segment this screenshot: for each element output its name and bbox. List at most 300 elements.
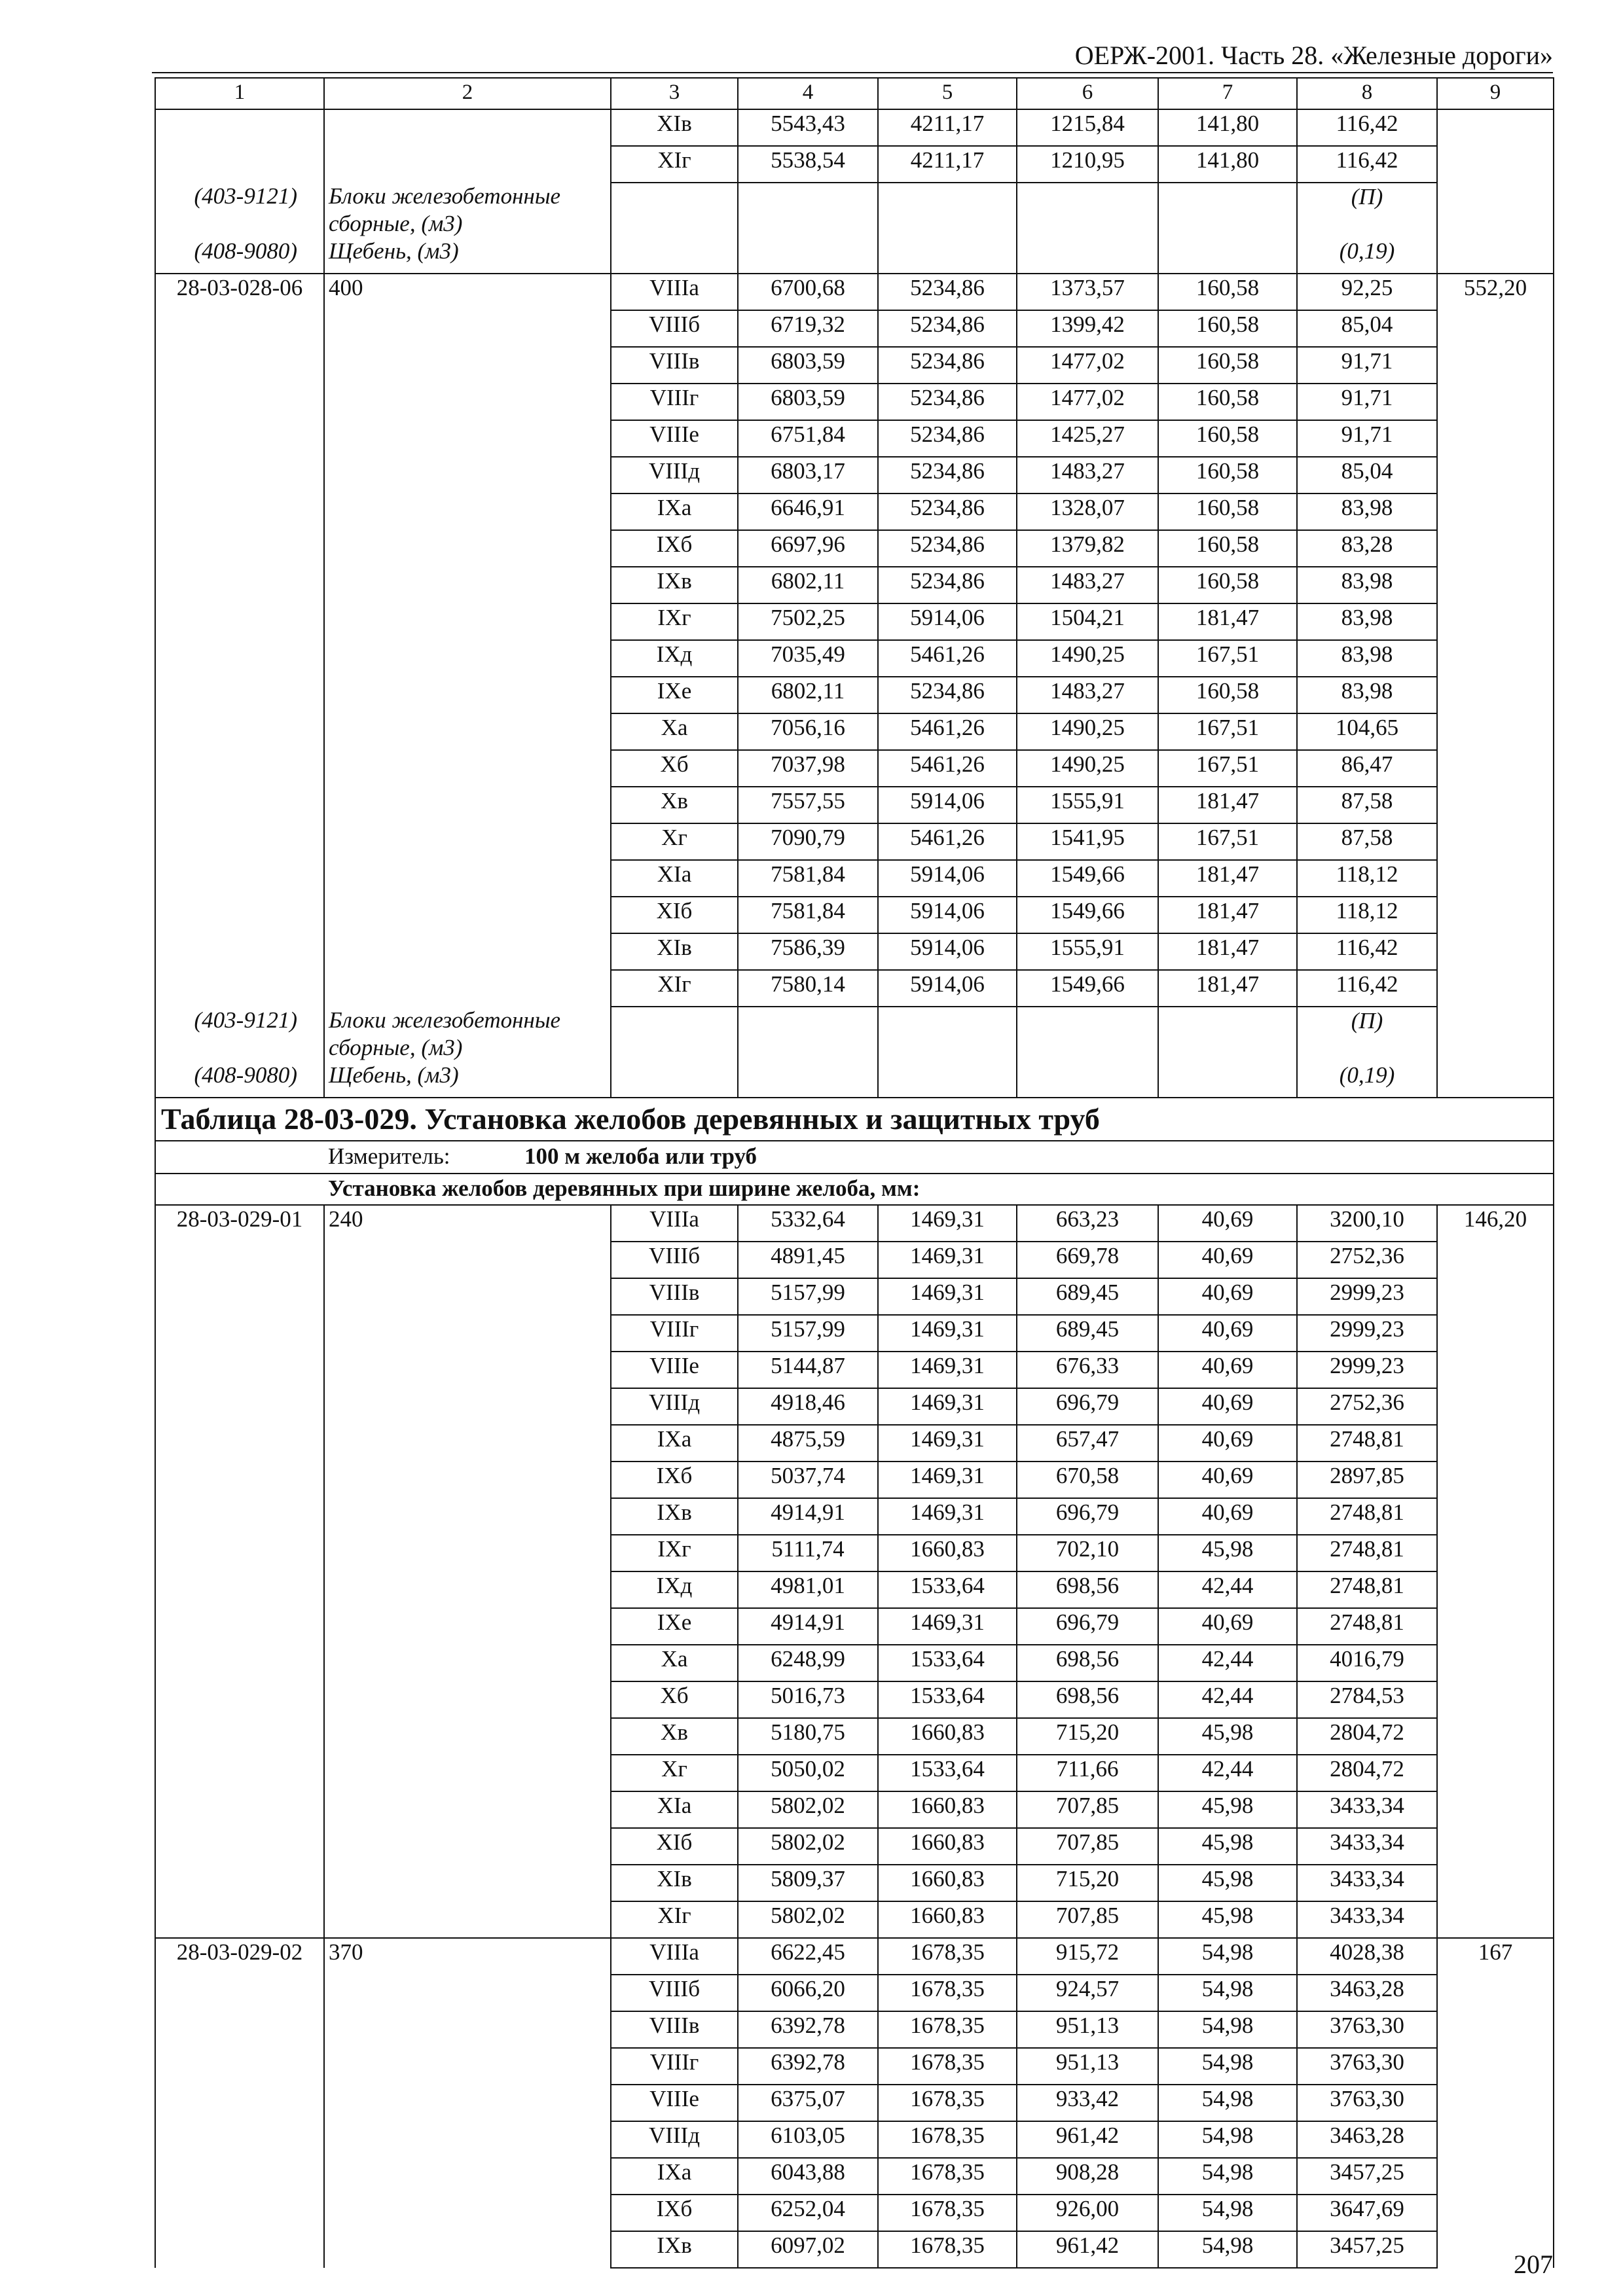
labor-cost	[1437, 1278, 1554, 1315]
norm-code	[155, 1535, 324, 1571]
wages: 5234,86	[878, 493, 1017, 530]
materials-cost: 3763,30	[1297, 2011, 1437, 2048]
table-row	[155, 2048, 1554, 2085]
machinist-wages: 181,47	[1158, 860, 1297, 897]
climate-zone: Xг	[611, 1755, 738, 1791]
machine-cost: 689,45	[1017, 1278, 1158, 1315]
machinist-wages: 160,58	[1158, 567, 1297, 603]
machinist-wages: 45,98	[1158, 1828, 1297, 1865]
labor-cost	[1437, 2011, 1554, 2048]
labor-cost	[1437, 1571, 1554, 1608]
labor-cost	[1437, 1425, 1554, 1462]
climate-zone: VIIIв	[611, 1278, 738, 1315]
norm-code	[155, 2195, 324, 2231]
norm-parameter: 400	[324, 274, 611, 310]
machine-cost: 1483,27	[1017, 677, 1158, 713]
machine-cost: 702,10	[1017, 1535, 1158, 1571]
norm-code	[155, 677, 324, 713]
climate-zone: XIб	[611, 1828, 738, 1865]
total-cost: 6103,05	[738, 2121, 878, 2158]
machine-cost: 676,33	[1017, 1352, 1158, 1388]
labor-cost	[1437, 384, 1554, 420]
machine-cost: 926,00	[1017, 2195, 1158, 2231]
norm-code	[155, 787, 324, 823]
wages: 5234,86	[878, 384, 1017, 420]
norm-parameter	[324, 1315, 611, 1352]
table-row	[155, 1718, 1554, 1755]
norm-code	[155, 933, 324, 970]
machinist-wages: 160,58	[1158, 384, 1297, 420]
norm-parameter	[324, 2121, 611, 2158]
meter-label: Измеритель:	[328, 1143, 450, 1169]
materials-cost: 2748,81	[1297, 1498, 1437, 1535]
table-row	[155, 146, 1554, 183]
norm-parameter	[324, 1571, 611, 1608]
materials-cost: 116,42	[1297, 933, 1437, 970]
wages: 1469,31	[878, 1315, 1017, 1352]
materials-cost: 2999,23	[1297, 1352, 1437, 1388]
wages: 5461,26	[878, 750, 1017, 787]
climate-zone: VIIIг	[611, 384, 738, 420]
resource-name: Блоки железобетонные сборные, (м3)	[324, 183, 611, 238]
empty-cell	[611, 1062, 738, 1098]
norm-parameter	[324, 1755, 611, 1791]
machinist-wages: 40,69	[1158, 1498, 1297, 1535]
machinist-wages: 40,69	[1158, 1608, 1297, 1645]
norm-parameter	[324, 384, 611, 420]
resource-quantity: (П)	[1297, 1007, 1437, 1062]
wages: 1469,31	[878, 1278, 1017, 1315]
labor-cost	[1437, 1498, 1554, 1535]
climate-zone: Xб	[611, 750, 738, 787]
materials-cost: 116,42	[1297, 970, 1437, 1007]
total-cost: 5157,99	[738, 1278, 878, 1315]
norm-code	[155, 1571, 324, 1608]
machinist-wages: 160,58	[1158, 310, 1297, 347]
wages: 1660,83	[878, 1901, 1017, 1938]
table-row	[155, 1278, 1554, 1315]
machine-cost: 698,56	[1017, 1681, 1158, 1718]
table-row	[155, 2085, 1554, 2121]
total-cost: 7557,55	[738, 787, 878, 823]
materials-cost: 4028,38	[1297, 1938, 1437, 1975]
materials-cost: 3433,34	[1297, 1901, 1437, 1938]
total-cost: 6802,11	[738, 567, 878, 603]
machinist-wages: 181,47	[1158, 603, 1297, 640]
meter-cell	[324, 1141, 1554, 1174]
climate-zone: Xa	[611, 1645, 738, 1681]
materials-cost: 83,98	[1297, 640, 1437, 677]
resource-code: (403-9121)	[155, 1007, 324, 1062]
norm-code	[155, 1315, 324, 1352]
table-row	[155, 1791, 1554, 1828]
machinist-wages: 45,98	[1158, 1865, 1297, 1901]
table-row	[155, 1498, 1554, 1535]
climate-zone: Xa	[611, 713, 738, 750]
climate-zone: IXв	[611, 1498, 738, 1535]
norm-code	[155, 750, 324, 787]
machinist-wages: 160,58	[1158, 677, 1297, 713]
machine-cost: 707,85	[1017, 1791, 1158, 1828]
climate-zone: Xб	[611, 1681, 738, 1718]
climate-zone: XIг	[611, 146, 738, 183]
labor-cost	[1437, 1352, 1554, 1388]
machinist-wages: 40,69	[1158, 1315, 1297, 1352]
labor-cost	[1437, 1388, 1554, 1425]
machine-cost: 961,42	[1017, 2121, 1158, 2158]
labor-cost: 146,20	[1437, 1205, 1554, 1242]
climate-zone: VIIIг	[611, 1315, 738, 1352]
total-cost: 6392,78	[738, 2048, 878, 2085]
materials-cost: 83,28	[1297, 530, 1437, 567]
climate-zone: XIб	[611, 897, 738, 933]
machinist-wages: 54,98	[1158, 2048, 1297, 2085]
norm-parameter	[324, 1278, 611, 1315]
labor-cost	[1437, 2195, 1554, 2231]
wages: 1678,35	[878, 1938, 1017, 1975]
machinist-wages: 160,58	[1158, 530, 1297, 567]
materials-cost: 83,98	[1297, 677, 1437, 713]
wages: 1469,31	[878, 1205, 1017, 1242]
materials-cost: 3763,30	[1297, 2048, 1437, 2085]
machine-cost: 715,20	[1017, 1718, 1158, 1755]
norm-parameter	[324, 1388, 611, 1425]
wages: 1533,64	[878, 1681, 1017, 1718]
norm-code	[155, 493, 324, 530]
table-row	[155, 1315, 1554, 1352]
table-row	[155, 567, 1554, 603]
total-cost: 6248,99	[738, 1645, 878, 1681]
table-row	[155, 1865, 1554, 1901]
norm-code	[155, 2085, 324, 2121]
machinist-wages: 40,69	[1158, 1352, 1297, 1388]
total-cost: 5809,37	[738, 1865, 878, 1901]
machinist-wages: 160,58	[1158, 274, 1297, 310]
resource-name: Щебень, (м3)	[324, 238, 611, 274]
norm-parameter	[324, 2048, 611, 2085]
machine-cost: 951,13	[1017, 2011, 1158, 2048]
machinist-wages: 45,98	[1158, 1901, 1297, 1938]
climate-zone: VIIIд	[611, 1388, 738, 1425]
machine-cost: 1483,27	[1017, 457, 1158, 493]
machine-cost: 663,23	[1017, 1205, 1158, 1242]
climate-zone: Xв	[611, 1718, 738, 1755]
labor-cost	[1437, 493, 1554, 530]
machine-cost: 1477,02	[1017, 347, 1158, 384]
labor-cost	[1437, 603, 1554, 640]
empty-cell	[1437, 1007, 1554, 1062]
table-row	[155, 2158, 1554, 2195]
page-header: ОЕРЖ-2001. Часть 28. «Железные дороги»	[1074, 41, 1553, 70]
empty-cell	[878, 183, 1017, 238]
total-cost: 5050,02	[738, 1755, 878, 1791]
machine-cost: 1328,07	[1017, 493, 1158, 530]
empty-cell	[738, 183, 878, 238]
norm-parameter	[324, 640, 611, 677]
empty-cell	[738, 1062, 878, 1098]
norm-parameter	[324, 310, 611, 347]
norm-parameter	[324, 1681, 611, 1718]
labor-cost	[1437, 310, 1554, 347]
labor-cost	[1437, 1791, 1554, 1828]
table-row	[155, 860, 1554, 897]
climate-zone: XIг	[611, 970, 738, 1007]
climate-zone: VIIIе	[611, 2085, 738, 2121]
norm-code	[155, 1901, 324, 1938]
machine-cost: 951,13	[1017, 2048, 1158, 2085]
table-row	[155, 109, 1554, 146]
climate-zone: VIIIг	[611, 2048, 738, 2085]
machine-cost: 696,79	[1017, 1388, 1158, 1425]
machinist-wages: 40,69	[1158, 1388, 1297, 1425]
materials-cost: 3457,25	[1297, 2231, 1437, 2268]
norm-parameter	[324, 1828, 611, 1865]
climate-zone: VIIIa	[611, 1205, 738, 1242]
total-cost: 6803,17	[738, 457, 878, 493]
machine-cost: 1490,25	[1017, 640, 1158, 677]
column-number: 5	[878, 78, 1017, 109]
empty-cell	[1017, 238, 1158, 274]
machinist-wages: 54,98	[1158, 1975, 1297, 2011]
norm-parameter	[324, 1242, 611, 1278]
climate-zone: VIIIд	[611, 457, 738, 493]
machine-cost: 715,20	[1017, 1865, 1158, 1901]
norm-parameter	[324, 2158, 611, 2195]
machine-cost: 1210,95	[1017, 146, 1158, 183]
materials-cost: 2804,72	[1297, 1755, 1437, 1791]
machinist-wages: 181,47	[1158, 787, 1297, 823]
total-cost: 4918,46	[738, 1388, 878, 1425]
wages: 1678,35	[878, 1975, 1017, 2011]
total-cost: 5332,64	[738, 1205, 878, 1242]
norm-parameter: 240	[324, 1205, 611, 1242]
wages: 1678,35	[878, 2158, 1017, 2195]
labor-cost	[1437, 933, 1554, 970]
empty-cell	[878, 1007, 1017, 1062]
table-row	[155, 347, 1554, 384]
climate-zone: IXд	[611, 640, 738, 677]
norm-parameter	[324, 2195, 611, 2231]
total-cost: 5144,87	[738, 1352, 878, 1388]
total-cost: 7581,84	[738, 860, 878, 897]
table-row	[155, 2121, 1554, 2158]
machinist-wages: 40,69	[1158, 1205, 1297, 1242]
wages: 5234,86	[878, 274, 1017, 310]
total-cost: 5037,74	[738, 1462, 878, 1498]
machine-cost: 669,78	[1017, 1242, 1158, 1278]
total-cost: 4914,91	[738, 1498, 878, 1535]
climate-zone: IXе	[611, 677, 738, 713]
norm-code	[155, 1865, 324, 1901]
labor-cost	[1437, 823, 1554, 860]
wages: 1660,83	[878, 1828, 1017, 1865]
materials-cost: 91,71	[1297, 384, 1437, 420]
table-row	[155, 384, 1554, 420]
norm-code	[155, 1645, 324, 1681]
table-row	[155, 310, 1554, 347]
materials-cost: 92,25	[1297, 274, 1437, 310]
climate-zone: VIIIе	[611, 420, 738, 457]
wages: 1660,83	[878, 1535, 1017, 1571]
resource-quantity: (0,19)	[1297, 1062, 1437, 1098]
table-row	[155, 713, 1554, 750]
empty-cell	[611, 183, 738, 238]
table-row	[155, 1681, 1554, 1718]
labor-cost	[1437, 1975, 1554, 2011]
materials-cost: 87,58	[1297, 823, 1437, 860]
machine-cost: 1373,57	[1017, 274, 1158, 310]
total-cost: 5538,54	[738, 146, 878, 183]
total-cost: 7580,14	[738, 970, 878, 1007]
norm-parameter	[324, 1718, 611, 1755]
total-cost: 6646,91	[738, 493, 878, 530]
table-row	[155, 457, 1554, 493]
norm-code	[155, 1242, 324, 1278]
norm-code	[155, 2048, 324, 2085]
norm-code	[155, 1718, 324, 1755]
norm-parameter	[324, 750, 611, 787]
wages: 1678,35	[878, 2195, 1017, 2231]
total-cost: 5543,43	[738, 109, 878, 146]
wages: 4211,17	[878, 146, 1017, 183]
wages: 5914,06	[878, 970, 1017, 1007]
total-cost: 6375,07	[738, 2085, 878, 2121]
labor-cost	[1437, 1535, 1554, 1571]
table-row	[155, 420, 1554, 457]
norm-code	[155, 1755, 324, 1791]
table-row	[155, 1645, 1554, 1681]
machine-cost: 915,72	[1017, 1938, 1158, 1975]
wages: 1469,31	[878, 1242, 1017, 1278]
norm-parameter	[324, 1865, 611, 1901]
norm-parameter	[324, 1352, 611, 1388]
machinist-wages: 167,51	[1158, 713, 1297, 750]
norm-parameter	[324, 1901, 611, 1938]
total-cost: 6751,84	[738, 420, 878, 457]
total-cost: 6803,59	[738, 384, 878, 420]
total-cost: 4914,91	[738, 1608, 878, 1645]
machinist-wages: 54,98	[1158, 2121, 1297, 2158]
total-cost: 7035,49	[738, 640, 878, 677]
machine-cost: 707,85	[1017, 1901, 1158, 1938]
wages: 1469,31	[878, 1462, 1017, 1498]
wages: 4211,17	[878, 109, 1017, 146]
wages: 1678,35	[878, 2121, 1017, 2158]
resource-name: Блоки железобетонные сборные, (м3)	[324, 1007, 611, 1062]
climate-zone: IXе	[611, 1608, 738, 1645]
norm-parameter	[324, 970, 611, 1007]
machine-cost: 1549,66	[1017, 860, 1158, 897]
table-row	[155, 1425, 1554, 1462]
total-cost: 7586,39	[738, 933, 878, 970]
total-cost: 5802,02	[738, 1901, 878, 1938]
labor-cost	[1437, 787, 1554, 823]
materials-cost: 3200,10	[1297, 1205, 1437, 1242]
wages: 5234,86	[878, 420, 1017, 457]
climate-zone: IXг	[611, 1535, 738, 1571]
labor-cost	[1437, 750, 1554, 787]
column-number: 4	[738, 78, 878, 109]
wages: 5234,86	[878, 530, 1017, 567]
climate-zone: XIв	[611, 933, 738, 970]
wages: 1678,35	[878, 2048, 1017, 2085]
materials-cost: 2748,81	[1297, 1571, 1437, 1608]
norm-code	[155, 1828, 324, 1865]
resource-quantity: (0,19)	[1297, 238, 1437, 274]
norm-parameter	[324, 109, 611, 146]
climate-zone: IXг	[611, 603, 738, 640]
machine-cost: 689,45	[1017, 1315, 1158, 1352]
table-row	[155, 1571, 1554, 1608]
machinist-wages: 167,51	[1158, 823, 1297, 860]
machinist-wages: 54,98	[1158, 2011, 1297, 2048]
header-rule	[152, 72, 1553, 73]
labor-cost	[1437, 2085, 1554, 2121]
machine-cost: 670,58	[1017, 1462, 1158, 1498]
wages: 1469,31	[878, 1608, 1017, 1645]
norm-parameter	[324, 146, 611, 183]
machinist-wages: 40,69	[1158, 1278, 1297, 1315]
table-row	[155, 1608, 1554, 1645]
wages: 5234,86	[878, 347, 1017, 384]
norm-code	[155, 1352, 324, 1388]
machine-cost: 696,79	[1017, 1608, 1158, 1645]
norms-table	[155, 77, 1554, 2269]
column-number: 7	[1158, 78, 1297, 109]
column-number: 3	[611, 78, 738, 109]
machine-cost: 1483,27	[1017, 567, 1158, 603]
climate-zone: IXб	[611, 530, 738, 567]
labor-cost	[1437, 970, 1554, 1007]
materials-cost: 91,71	[1297, 347, 1437, 384]
wages: 1469,31	[878, 1352, 1017, 1388]
resource-row	[155, 1062, 1554, 1098]
machine-cost: 698,56	[1017, 1571, 1158, 1608]
norm-code: 28-03-029-01	[155, 1205, 324, 1242]
wages: 5234,86	[878, 457, 1017, 493]
norm-code	[155, 860, 324, 897]
climate-zone: IXa	[611, 1425, 738, 1462]
norm-parameter	[324, 1535, 611, 1571]
wages: 5234,86	[878, 567, 1017, 603]
table-row	[155, 493, 1554, 530]
table-row	[155, 1242, 1554, 1278]
empty-cell	[1158, 238, 1297, 274]
materials-cost: 3463,28	[1297, 2121, 1437, 2158]
machine-cost: 657,47	[1017, 1425, 1158, 1462]
machine-cost: 1379,82	[1017, 530, 1158, 567]
wages: 5461,26	[878, 823, 1017, 860]
labor-cost	[1437, 567, 1554, 603]
labor-cost	[1437, 2048, 1554, 2085]
total-cost: 6719,32	[738, 310, 878, 347]
total-cost: 6066,20	[738, 1975, 878, 2011]
table-row	[155, 2011, 1554, 2048]
wages: 5914,06	[878, 860, 1017, 897]
empty-cell	[1017, 1062, 1158, 1098]
norm-code	[155, 1462, 324, 1498]
machine-cost: 698,56	[1017, 1645, 1158, 1681]
climate-zone: XIг	[611, 1901, 738, 1938]
total-cost: 4875,59	[738, 1425, 878, 1462]
materials-cost: 104,65	[1297, 713, 1437, 750]
materials-cost: 3457,25	[1297, 2158, 1437, 2195]
materials-cost: 2999,23	[1297, 1278, 1437, 1315]
norm-code	[155, 823, 324, 860]
norm-parameter	[324, 457, 611, 493]
machine-cost: 1541,95	[1017, 823, 1158, 860]
norm-parameter	[324, 1425, 611, 1462]
